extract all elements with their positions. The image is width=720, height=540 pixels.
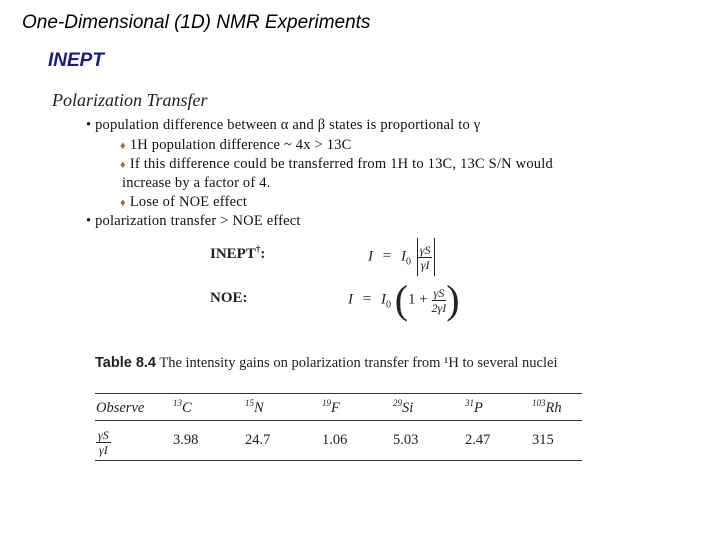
table-cell-value: 2.47 bbox=[465, 432, 491, 448]
two-gamma-i: 2γI bbox=[431, 300, 447, 315]
eq-i0: I bbox=[400, 248, 406, 265]
eq-equals: = bbox=[362, 291, 372, 308]
noe-equation bbox=[348, 277, 460, 322]
ratio-label-fraction bbox=[96, 428, 111, 457]
table-top-rule bbox=[95, 393, 582, 394]
ratio-row-label bbox=[96, 428, 111, 457]
table-caption bbox=[95, 355, 565, 372]
section-subtitle: INEPT bbox=[48, 50, 104, 71]
diamond-bullet-icon: ♦ bbox=[120, 140, 126, 152]
sub-bullet-text-c: 13C, bbox=[427, 156, 461, 172]
table-header-nucleus: $^{29}$Si bbox=[393, 398, 414, 416]
bullet-population-difference: • population difference between α and β states is proportional to γ bbox=[86, 117, 481, 133]
abs-bar-right bbox=[434, 238, 435, 276]
sub-bullet-text: 1H population difference ~ 4x > bbox=[129, 137, 327, 153]
eq-intensity: I bbox=[368, 248, 373, 265]
topic-heading: Polarization Transfer bbox=[52, 90, 208, 110]
sub-bullet-text-end: 13C bbox=[326, 137, 352, 153]
gamma-ratio bbox=[418, 243, 433, 272]
table-caption-text: The intensity gains on polarization transfer from ¹H to several nuclei bbox=[155, 355, 558, 371]
table-cell-value: 24.7 bbox=[245, 432, 271, 448]
sub-bullet-population-ratio bbox=[120, 137, 352, 154]
table-number: Table 8.4 bbox=[95, 355, 156, 371]
eq-i0-sub: 0 bbox=[385, 299, 391, 311]
table-header-nucleus: $^{103}$Rh bbox=[532, 398, 562, 416]
table-header-observe: Observe bbox=[96, 400, 145, 416]
dagger-mark: † bbox=[255, 244, 261, 254]
table-header-nucleus: $^{19}$F bbox=[322, 398, 340, 416]
ratio-label-num: γS bbox=[98, 428, 109, 442]
sub-bullet-transfer-continued: increase by a factor of 4. bbox=[122, 175, 271, 191]
inept-equation-label bbox=[210, 246, 265, 263]
left-paren: ( bbox=[394, 277, 409, 322]
table-cell-value: 1.06 bbox=[322, 432, 348, 448]
table-cell-value: 5.03 bbox=[393, 432, 419, 448]
sub-bullet-text-a: If this difference could be transferred from bbox=[129, 156, 391, 172]
sub-bullet-transfer bbox=[120, 156, 553, 173]
inept-label-text: INEPT bbox=[210, 246, 256, 262]
right-paren: ) bbox=[446, 277, 460, 322]
table-header-nucleus: $^{15}$N bbox=[245, 398, 264, 416]
table-header-rule bbox=[95, 420, 582, 421]
noe-equation-label: NOE: bbox=[210, 290, 248, 306]
eq-intensity: I bbox=[348, 291, 353, 308]
table-cell-value: 315 bbox=[532, 432, 554, 448]
sub-bullet-noe-loss bbox=[120, 194, 247, 211]
sub-bullet-text-b: 1H to bbox=[390, 156, 428, 172]
table-header-nucleus: $^{31}$P bbox=[465, 398, 483, 416]
sub-bullet-text-d: 13C S/N would bbox=[460, 156, 553, 172]
gamma-i: γI bbox=[420, 257, 430, 272]
inept-label-colon: : bbox=[260, 246, 266, 262]
page-title: One-Dimensional (1D) NMR Experiments bbox=[22, 12, 371, 33]
sub-bullet-text: Lose of NOE effect bbox=[129, 194, 248, 210]
gamma-s: γS bbox=[433, 285, 445, 300]
diamond-bullet-icon: ♦ bbox=[120, 197, 126, 209]
eq-one-plus: 1 + bbox=[408, 291, 428, 308]
eq-i0-sub: 0 bbox=[405, 256, 411, 268]
eq-i0: I bbox=[380, 291, 386, 308]
diamond-bullet-icon: ♦ bbox=[120, 159, 126, 171]
gamma-half-ratio bbox=[432, 286, 447, 315]
table-header-nucleus: $^{13}$C bbox=[173, 398, 192, 416]
bullet-polarization-vs-noe: • polarization transfer > NOE effect bbox=[86, 213, 301, 229]
ratio-label-den: γI bbox=[99, 443, 108, 457]
inept-equation bbox=[368, 238, 435, 276]
table-bottom-rule bbox=[95, 460, 582, 461]
eq-equals: = bbox=[382, 248, 392, 265]
table-cell-value: 3.98 bbox=[173, 432, 199, 448]
gamma-s: γS bbox=[419, 242, 431, 257]
